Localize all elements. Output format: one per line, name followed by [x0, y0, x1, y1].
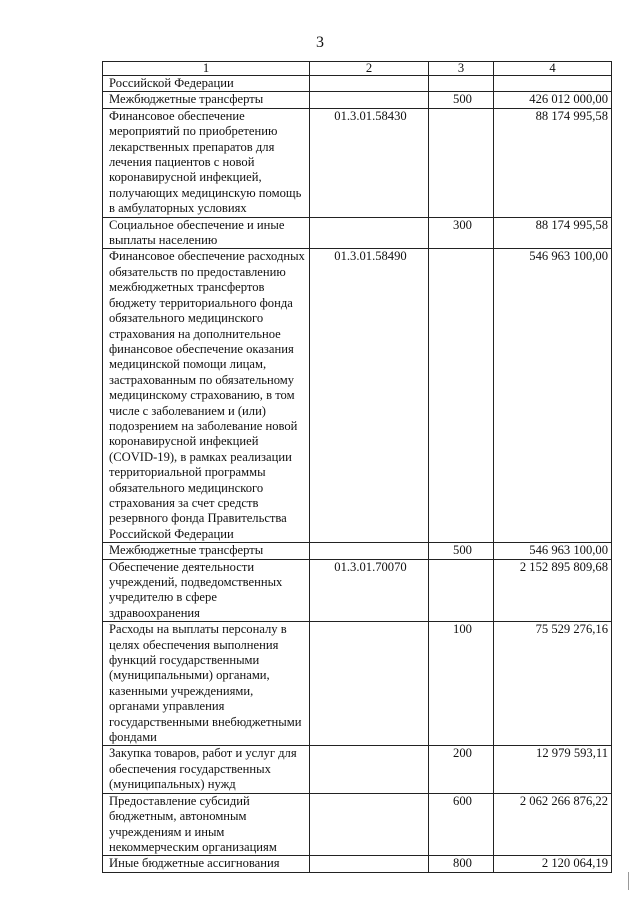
target-article-cell [310, 746, 429, 793]
amount-cell: 2 120 064,19 [494, 856, 612, 872]
table-row [103, 76, 612, 92]
expense-name-cell: Межбюджетные трансферты [103, 543, 310, 559]
expense-name-cell: Финансовое обеспечение мероприятий по приобретению лекарственных препаратов для лечения пациентов с новой коронавирусной инфекцией, получающих медицинскую помощь в амбулаторных условиях [103, 108, 310, 217]
target-article-cell: 01.3.01.70070 [310, 559, 429, 622]
target-article-cell [310, 622, 429, 746]
target-article-cell [310, 793, 429, 856]
expense-type-cell: 200 [429, 746, 494, 793]
table-row [103, 543, 612, 559]
target-article-cell [310, 856, 429, 872]
expense-type-cell: 300 [429, 217, 494, 249]
amount-cell: 2 152 895 809,68 [494, 559, 612, 622]
expense-type-cell [429, 249, 494, 543]
amount-cell [494, 76, 612, 92]
amount-cell: 75 529 276,16 [494, 622, 612, 746]
amount-cell: 426 012 000,00 [494, 92, 612, 108]
table-header-row [103, 62, 612, 76]
table-row [103, 793, 612, 856]
amount-cell: 2 062 266 876,22 [494, 793, 612, 856]
margin-mark [628, 872, 629, 890]
table-row [103, 108, 612, 217]
table-row [103, 746, 612, 793]
table-row [103, 559, 612, 622]
expense-type-cell [429, 559, 494, 622]
amount-cell: 546 963 100,00 [494, 543, 612, 559]
expense-name-cell: Предоставление субсидий бюджетным, автономным учреждениям и иным некоммерческим организациям [103, 793, 310, 856]
target-article-cell [310, 543, 429, 559]
column-number-4: 4 [494, 62, 612, 76]
expense-name-cell: Расходы на выплаты персоналу в целях обеспечения выполнения функций государственными (муниципальными) органами, казенными учреждениями, органами управления государственными внебюджетными фондами [103, 622, 310, 746]
table-row [103, 92, 612, 108]
amount-cell: 12 979 593,11 [494, 746, 612, 793]
expense-name-cell: Финансовое обеспечение расходных обязательств по предоставлению межбюджетных трансфертов бюджету территориального фонда обязательного медицинского страхования на дополнительное финансовое обеспечение оказания медицинской помощи лицам, застрахованным по обязательному медицинскому страхованию, в том числе с заболеванием и (или) подозрением на заболевание новой коронавирусной инфекцией (COVID-19), в рамках реализации территориальной программы обязательного медицинского страхования за счет средств резервного фонда Правительства Российской Федерации [103, 249, 310, 543]
expense-name-cell: Закупка товаров, работ и услуг для обеспечения государственных (муниципальных) нужд [103, 746, 310, 793]
column-number-2: 2 [310, 62, 429, 76]
target-article-cell [310, 217, 429, 249]
target-article-cell [310, 92, 429, 108]
table-row [103, 217, 612, 249]
expense-type-cell [429, 108, 494, 217]
table-row [103, 856, 612, 872]
target-article-cell: 01.3.01.58430 [310, 108, 429, 217]
amount-cell: 88 174 995,58 [494, 108, 612, 217]
amount-cell: 88 174 995,58 [494, 217, 612, 249]
expense-type-cell: 100 [429, 622, 494, 746]
expense-name-cell: Российской Федерации [103, 76, 310, 92]
target-article-cell: 01.3.01.58490 [310, 249, 429, 543]
expense-type-cell: 500 [429, 92, 494, 108]
page-number: 3 [316, 34, 324, 51]
expense-type-cell: 800 [429, 856, 494, 872]
table-row [103, 622, 612, 746]
expense-type-cell [429, 76, 494, 92]
budget-table [102, 61, 612, 873]
table-row [103, 249, 612, 543]
amount-cell: 546 963 100,00 [494, 249, 612, 543]
expense-name-cell: Иные бюджетные ассигнования [103, 856, 310, 872]
expense-type-cell: 600 [429, 793, 494, 856]
expense-name-cell: Социальное обеспечение и иные выплаты населению [103, 217, 310, 249]
expense-name-cell: Обеспечение деятельности учреждений, подведомственных учредителю в сфере здравоохранения [103, 559, 310, 622]
expense-name-cell: Межбюджетные трансферты [103, 92, 310, 108]
column-number-3: 3 [429, 62, 494, 76]
expense-type-cell: 500 [429, 543, 494, 559]
column-number-1: 1 [103, 62, 310, 76]
target-article-cell [310, 76, 429, 92]
